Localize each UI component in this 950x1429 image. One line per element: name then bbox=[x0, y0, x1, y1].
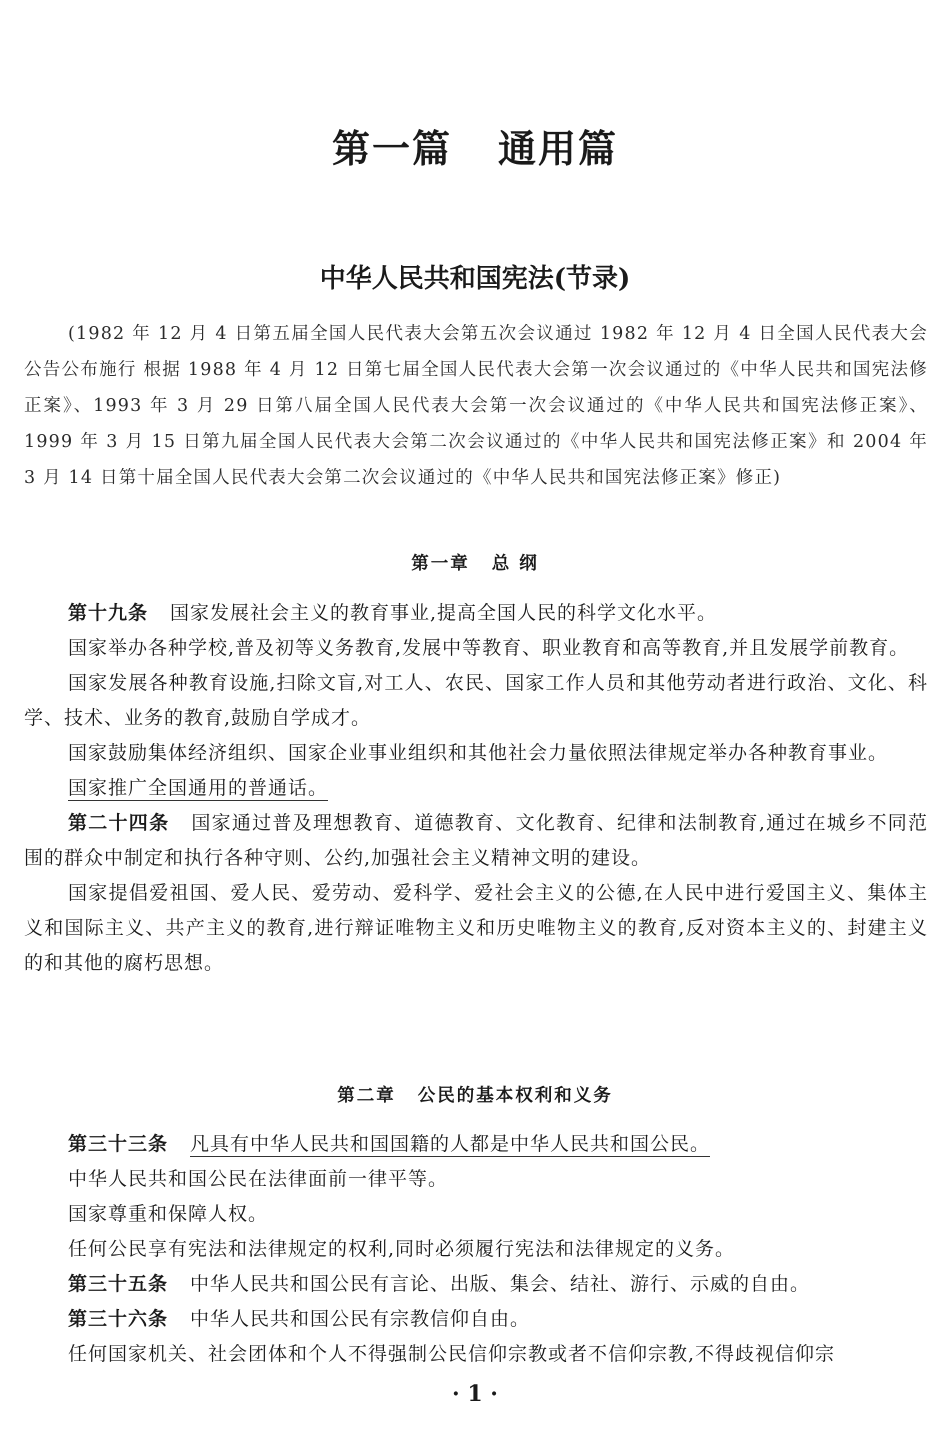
chapter-1-name: 总 纲 bbox=[491, 554, 539, 574]
paragraph-text: 国家尊重和保障人权。 bbox=[68, 1203, 269, 1225]
page-number: · 1 · bbox=[452, 1381, 498, 1407]
paragraph bbox=[24, 1162, 928, 1197]
part-title-number: 第一篇 bbox=[331, 126, 452, 171]
chapter-2-number: 第二章 bbox=[337, 1086, 396, 1106]
paragraph bbox=[24, 1197, 928, 1232]
paragraph-art24 bbox=[24, 806, 928, 876]
part-title-name: 通用篇 bbox=[498, 126, 619, 171]
paragraph bbox=[24, 631, 928, 666]
underlined-text: 凡具有中华人民共和国国籍的人都是中华人民共和国公民。 bbox=[190, 1133, 711, 1155]
paragraph bbox=[24, 1337, 928, 1372]
chapter-2-body bbox=[24, 1127, 928, 1372]
article-label: 第三十三条 bbox=[68, 1133, 169, 1155]
paragraph-text: 国家发展社会主义的教育事业,提高全国人民的科学文化水平。 bbox=[170, 602, 718, 624]
paragraph-art33 bbox=[24, 1127, 928, 1162]
paragraph bbox=[24, 876, 928, 981]
paragraph-text: 国家鼓励集体经济组织、国家企业事业组织和其他社会力量依照法律规定举办各种教育事业。 bbox=[68, 742, 889, 764]
article-label: 第十九条 bbox=[68, 602, 149, 624]
preamble-note: (1982 年 12 月 4 日第五届全国人民代表大会第五次会议通过 1982 年 12 月 4 日全国人民代表大会公告公布施行 根据 1988 年 4 月 12 日第七届全国人民代表大会第一次会议通过的《中华人民共和国宪法修正案》、1993 年 3 月 29 日第八届全国人民代表大会第一次会议通过的《中华人民共和国宪法修正案》、1999 年 3 月 15 日第九届全国人民代表大会第二次会议通过的《中华人民共和国宪法修正案》和 2004 年 3 月 14 日第十届全国人民代表大会第二次会议通过的《中华人民共和国宪法修正案》修正) bbox=[24, 324, 928, 488]
paragraph-text: 中华人民共和国公民在法律面前一律平等。 bbox=[68, 1168, 449, 1190]
paragraph-text: 任何公民享有宪法和法律规定的权利,同时必须履行宪法和法律规定的义务。 bbox=[68, 1238, 736, 1260]
paragraph-text: 国家提倡爱祖国、爱人民、爱劳动、爱科学、爱社会主义的公德,在人民中进行爱国主义、集体主义和国际主义、共产主义的教育,进行辩证唯物主义和历史唯物主义的教育,反对资本主义的、封建主义的和其他的腐朽思想。 bbox=[24, 882, 928, 974]
paragraph bbox=[24, 736, 928, 771]
chapter-1-body bbox=[24, 596, 928, 981]
paragraph-text: 任何国家机关、社会团体和个人不得强制公民信仰宗教或者不信仰宗教,不得歧视信仰宗 bbox=[68, 1343, 836, 1365]
law-title: 中华人民共和国宪法(节录) bbox=[319, 264, 631, 294]
chapter-1-number: 第一章 bbox=[411, 554, 470, 574]
paragraph bbox=[24, 771, 928, 806]
paragraph-text: 国家举办各种学校,普及初等义务教育,发展中等教育、职业教育和高等教育,并且发展学前教育。 bbox=[68, 637, 910, 659]
article-label: 第三十六条 bbox=[68, 1308, 169, 1330]
paragraph bbox=[24, 1232, 928, 1267]
chapter-2-name: 公民的基本权利和义务 bbox=[417, 1086, 613, 1106]
article-label: 第三十五条 bbox=[68, 1273, 169, 1295]
chapter-2-heading bbox=[0, 1082, 950, 1107]
paragraph-art19 bbox=[24, 596, 928, 631]
paragraph-text: 中华人民共和国公民有宗教信仰自由。 bbox=[190, 1308, 531, 1330]
underlined-text: 国家推广全国通用的普通话。 bbox=[68, 777, 329, 799]
paragraph-art35 bbox=[24, 1267, 928, 1302]
paragraph-text: 国家发展各种教育设施,扫除文盲,对工人、农民、国家工作人员和其他劳动者进行政治、文化、科学、技术、业务的教育,鼓励自学成才。 bbox=[24, 672, 928, 729]
paragraph-art36 bbox=[24, 1302, 928, 1337]
part-title bbox=[0, 118, 950, 173]
article-label: 第二十四条 bbox=[68, 812, 170, 834]
chapter-1-heading bbox=[0, 550, 950, 575]
paragraph bbox=[24, 666, 928, 736]
paragraph-text: 中华人民共和国公民有言论、出版、集会、结社、游行、示威的自由。 bbox=[190, 1273, 811, 1295]
paragraph-text: 国家通过普及理想教育、道德教育、文化教育、纪律和法制教育,通过在城乡不同范围的群众中制定和执行各种守则、公约,加强社会主义精神文明的建设。 bbox=[24, 812, 928, 869]
